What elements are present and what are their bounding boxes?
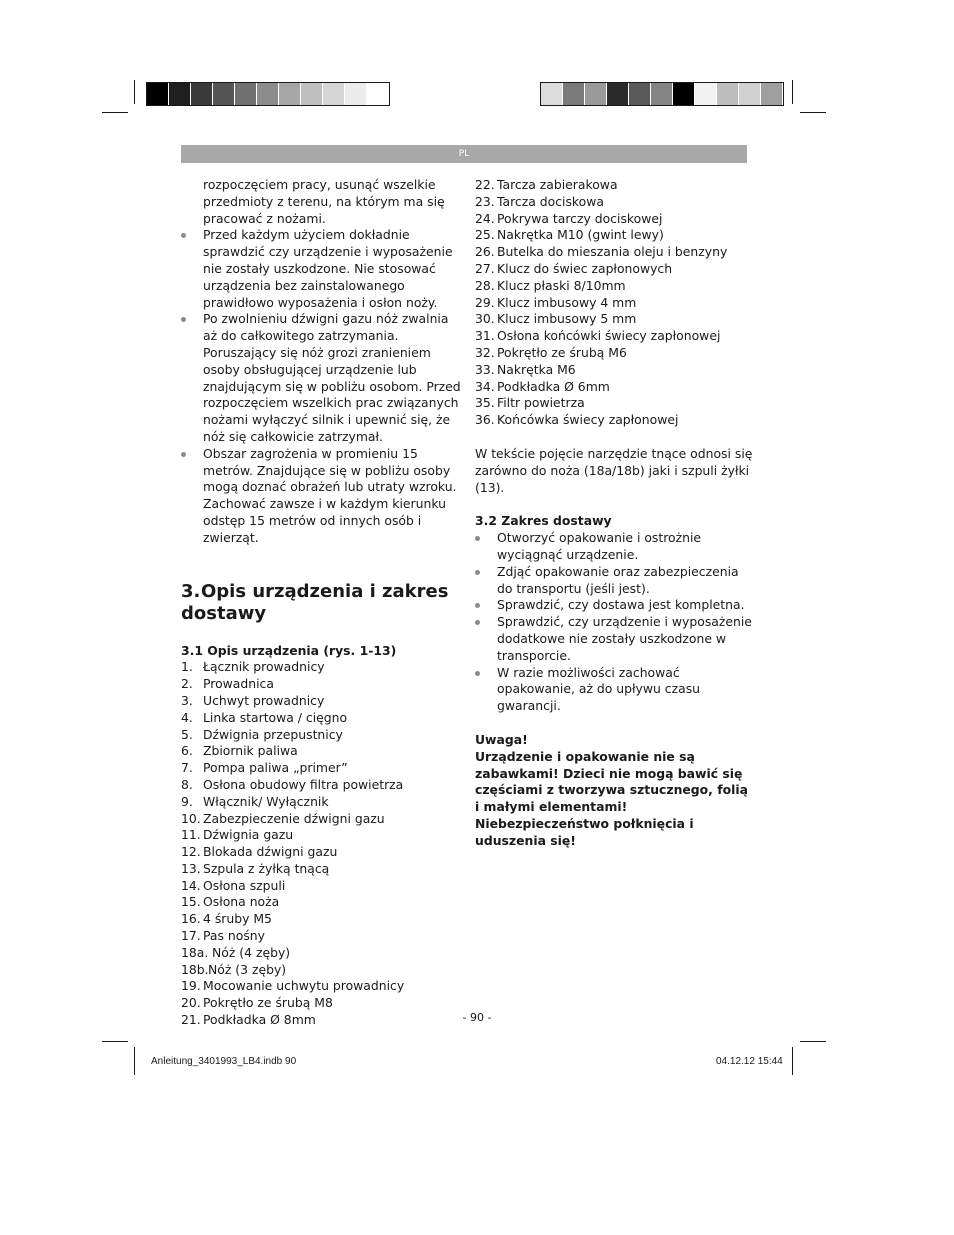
list-item bbox=[475, 261, 755, 278]
item-number: 3. bbox=[181, 692, 193, 708]
item-text: Włącznik/ Wyłącznik bbox=[203, 793, 329, 809]
list-item bbox=[181, 676, 461, 693]
list-item bbox=[181, 962, 461, 979]
page-number: - 90 - bbox=[462, 1011, 492, 1024]
color-bar-right bbox=[540, 82, 784, 106]
list-item bbox=[181, 827, 461, 844]
item-text: Podkładka Ø 8mm bbox=[203, 1012, 316, 1028]
item-text: Osłona noża bbox=[203, 894, 280, 910]
item-text: Dźwignia gazu bbox=[203, 827, 294, 843]
list-item bbox=[475, 379, 755, 396]
item-number: 31. bbox=[475, 328, 495, 344]
item-text: Klucz imbusowy 5 mm bbox=[497, 311, 637, 327]
item-text: Pas nośny bbox=[203, 928, 265, 944]
list-item bbox=[181, 911, 461, 928]
list-item bbox=[181, 894, 461, 911]
color-bar-left bbox=[146, 82, 390, 106]
item-number: 13. bbox=[181, 860, 201, 876]
list-item bbox=[475, 194, 755, 211]
continuation-paragraph: rozpoczęciem pracy, usunąć wszelkie przedmioty z terenu, na którym ma się pracować z nożami. bbox=[203, 177, 445, 226]
color-swatch bbox=[323, 83, 345, 105]
crop-mark-tl-h bbox=[102, 112, 128, 113]
item-number: 19. bbox=[181, 978, 201, 994]
language-band: PL bbox=[181, 145, 747, 163]
item-number: 29. bbox=[475, 294, 495, 310]
warning-title: Uwaga! bbox=[475, 731, 528, 747]
crop-mark-bl-v bbox=[134, 1047, 135, 1075]
bullet-item: Zdjąć opakowanie oraz zabezpieczenia do transportu (jeśli jest). bbox=[475, 564, 755, 598]
color-swatch bbox=[695, 83, 717, 105]
parts-list-left bbox=[181, 659, 461, 1029]
item-text: Uchwyt prowadnicy bbox=[203, 692, 325, 708]
list-item bbox=[181, 811, 461, 828]
item-text: Osłona szpuli bbox=[203, 877, 286, 893]
item-text: Butelka do mieszania oleju i benzyny bbox=[497, 244, 728, 260]
list-item bbox=[181, 878, 461, 895]
list-item bbox=[475, 244, 755, 261]
color-swatch bbox=[629, 83, 651, 105]
item-number: 25. bbox=[475, 227, 495, 243]
color-swatch bbox=[367, 83, 389, 105]
item-text: Klucz imbusowy 4 mm bbox=[497, 294, 637, 310]
list-item bbox=[181, 995, 461, 1012]
list-item bbox=[475, 311, 755, 328]
list-item bbox=[181, 945, 461, 962]
item-number: 20. bbox=[181, 995, 201, 1011]
color-swatch bbox=[607, 83, 629, 105]
crop-mark-tl-v bbox=[134, 80, 135, 104]
item-number: 36. bbox=[475, 412, 495, 428]
item-number: 16. bbox=[181, 911, 201, 927]
item-number: 11. bbox=[181, 827, 201, 843]
crop-mark-tr-h bbox=[800, 112, 826, 113]
item-text: Nakrętka M10 (gwint lewy) bbox=[497, 227, 664, 243]
section-title: Opis urządzenia i zakres dostawy bbox=[181, 580, 449, 624]
item-number: 24. bbox=[475, 210, 495, 226]
list-item bbox=[181, 861, 461, 878]
list-item bbox=[475, 345, 755, 362]
item-number: 1. bbox=[181, 659, 193, 675]
list-item bbox=[181, 794, 461, 811]
item-text: Tarcza dociskowa bbox=[497, 193, 604, 209]
bullet-item: Przed każdym użyciem dokładnie sprawdzić czy urządzenie i wyposażenie nie zostały uszkodzone. Nie stosować urządzenia bez zainstalowanego prawidłowo wyposażenia i osłon noży. bbox=[181, 227, 461, 311]
item-number: 4. bbox=[181, 709, 193, 725]
color-swatch bbox=[147, 83, 169, 105]
subheading-parts: 3.1 Opis urządzenia (rys. 1-13) bbox=[181, 642, 397, 658]
left-column bbox=[181, 177, 461, 1029]
list-item bbox=[475, 227, 755, 244]
bullet-item: Otworzyć opakowanie i ostrożnie wyciągnąć urządzenie. bbox=[475, 530, 755, 564]
list-item bbox=[475, 362, 755, 379]
list-item bbox=[181, 727, 461, 744]
item-number: 23. bbox=[475, 193, 495, 209]
item-text: Prowadnica bbox=[203, 676, 274, 692]
list-item bbox=[181, 978, 461, 995]
list-item bbox=[181, 710, 461, 727]
item-text: Zbiornik paliwa bbox=[203, 743, 298, 759]
item-text: Nóż (3 zęby) bbox=[208, 961, 287, 977]
item-number: 33. bbox=[475, 361, 495, 377]
item-number: 30. bbox=[475, 311, 495, 327]
color-swatch bbox=[257, 83, 279, 105]
item-text: Dźwignia przepustnicy bbox=[203, 726, 343, 742]
warning-text: Urządzenie i opakowanie nie są zabawkami! Dzieci nie mogą bawić się częściami z tworzywa sztucznego, folią i małymi elementami! Niebezpieczeństwo połknięcia i uduszenia się! bbox=[475, 748, 748, 848]
item-number: 27. bbox=[475, 260, 495, 276]
item-text: Tarcza zabierakowa bbox=[497, 177, 618, 192]
item-text: Zabezpieczenie dźwigni gazu bbox=[203, 810, 385, 826]
item-text: Podkładka Ø 6mm bbox=[497, 378, 610, 394]
item-number: 28. bbox=[475, 277, 495, 293]
cutting-tool-note: W tekście pojęcie narzędzie tnące odnosi się zarówno do noża (18a/18b) jaki i szpuli żyłki (13). bbox=[475, 445, 753, 495]
color-swatch bbox=[301, 83, 323, 105]
item-text: Klucz do świec zapłonowych bbox=[497, 260, 673, 276]
color-swatch bbox=[585, 83, 607, 105]
list-item bbox=[475, 278, 755, 295]
footer-filename: Anleitung_3401993_LB4.indb 90 bbox=[151, 1056, 297, 1067]
item-number: 35. bbox=[475, 395, 495, 411]
item-number: 7. bbox=[181, 760, 193, 776]
bullet-item: Po zwolnieniu dźwigni gazu nóż zwalnia aż do całkowitego zatrzymania. Poruszający się nóż grozi zranieniem osoby obsługującej urządzenie lub znajdującym się w pobliżu osobom. Przed rozpoczęciem wszelkich prac związanych nożami wyłączyć silnik i upewnić się, że nóż się całkowicie zatrzymał. bbox=[181, 311, 461, 445]
parts-list-right bbox=[475, 177, 755, 429]
crop-mark-br-h bbox=[800, 1041, 826, 1042]
bullet-item: Sprawdzić, czy dostawa jest kompletna. bbox=[475, 597, 755, 614]
crop-mark-br-v bbox=[792, 1047, 793, 1075]
color-swatch bbox=[345, 83, 367, 105]
item-text: Linka startowa / cięgno bbox=[203, 709, 348, 725]
crop-mark-bl-h bbox=[102, 1041, 128, 1042]
list-item bbox=[475, 328, 755, 345]
list-item bbox=[181, 777, 461, 794]
item-text: Filtr powietrza bbox=[497, 395, 585, 411]
list-item bbox=[475, 395, 755, 412]
item-text: Blokada dźwigni gazu bbox=[203, 844, 338, 860]
list-item bbox=[475, 177, 755, 194]
color-swatch bbox=[739, 83, 761, 105]
right-column bbox=[475, 177, 755, 849]
color-swatch bbox=[563, 83, 585, 105]
item-text: Pompa paliwa „primer” bbox=[203, 760, 348, 776]
section-heading bbox=[181, 581, 461, 625]
item-number: 34. bbox=[475, 378, 495, 394]
color-swatch bbox=[541, 83, 563, 105]
list-item bbox=[475, 412, 755, 429]
color-swatch bbox=[673, 83, 695, 105]
item-number: 6. bbox=[181, 743, 193, 759]
item-text: Nakrętka M6 bbox=[497, 361, 576, 377]
bullet-item: Sprawdzić, czy urządzenie i wyposażenie dodatkowe nie zostały uszkodzone w transporcie. bbox=[475, 614, 755, 664]
item-text: Pokrętło ze śrubą M8 bbox=[203, 995, 333, 1011]
list-item bbox=[181, 659, 461, 676]
item-text: Łącznik prowadnicy bbox=[203, 659, 325, 675]
color-swatch bbox=[235, 83, 257, 105]
item-number: 18a. bbox=[181, 944, 209, 960]
color-swatch bbox=[761, 83, 783, 105]
color-swatch bbox=[213, 83, 235, 105]
item-number: 8. bbox=[181, 776, 193, 792]
list-item bbox=[181, 743, 461, 760]
item-text: Nóż (4 zęby) bbox=[212, 944, 291, 960]
item-number: 10. bbox=[181, 810, 201, 826]
bullet-item: W razie możliwości zachować opakowanie, aż do upływu czasu gwarancji. bbox=[475, 665, 755, 715]
item-text: Mocowanie uchwytu prowadnicy bbox=[203, 978, 405, 994]
item-number: 22. bbox=[475, 177, 495, 192]
subheading-delivery: 3.2 Zakres dostawy bbox=[475, 513, 612, 529]
item-number: 9. bbox=[181, 793, 193, 809]
list-item bbox=[181, 693, 461, 710]
item-text: Osłona obudowy filtra powietrza bbox=[203, 776, 404, 792]
bullet-item: Obszar zagrożenia w promieniu 15 metrów. Znajdujące się w pobliżu osoby mogą doznać obrażeń lub utraty wzroku. Zachować zawsze i w każdym kierunku odstęp 15 metrów od innych osób i zwierząt. bbox=[181, 446, 461, 547]
item-text: Szpula z żyłką tnącą bbox=[203, 860, 330, 876]
item-number: 21. bbox=[181, 1012, 201, 1028]
list-item bbox=[475, 295, 755, 312]
item-text: Końcówka świecy zapłonowej bbox=[497, 412, 679, 428]
footer-datetime: 04.12.12 15:44 bbox=[716, 1056, 783, 1067]
color-swatch bbox=[191, 83, 213, 105]
item-number: 2. bbox=[181, 676, 193, 692]
list-item bbox=[181, 760, 461, 777]
item-number: 5. bbox=[181, 726, 193, 742]
crop-mark-tr-v bbox=[792, 80, 793, 104]
color-swatch bbox=[169, 83, 191, 105]
item-number: 18b. bbox=[181, 961, 209, 977]
item-number: 32. bbox=[475, 344, 495, 360]
item-number: 15. bbox=[181, 894, 201, 910]
safety-bullet-list bbox=[181, 227, 461, 546]
item-text: 4 śruby M5 bbox=[203, 911, 272, 927]
color-swatch bbox=[651, 83, 673, 105]
item-text: Osłona końcówki świecy zapłonowej bbox=[497, 328, 721, 344]
item-text: Pokrętło ze śrubą M6 bbox=[497, 344, 627, 360]
item-number: 14. bbox=[181, 877, 201, 893]
item-text: Pokrywa tarczy dociskowej bbox=[497, 210, 663, 226]
color-swatch bbox=[717, 83, 739, 105]
list-item bbox=[475, 211, 755, 228]
section-number: 3. bbox=[181, 580, 201, 602]
item-number: 26. bbox=[475, 244, 495, 260]
list-item bbox=[181, 844, 461, 861]
item-number: 12. bbox=[181, 844, 201, 860]
delivery-bullet-list bbox=[475, 530, 755, 715]
list-item bbox=[181, 928, 461, 945]
item-text: Klucz płaski 8/10mm bbox=[497, 277, 626, 293]
item-number: 17. bbox=[181, 928, 201, 944]
color-swatch bbox=[279, 83, 301, 105]
